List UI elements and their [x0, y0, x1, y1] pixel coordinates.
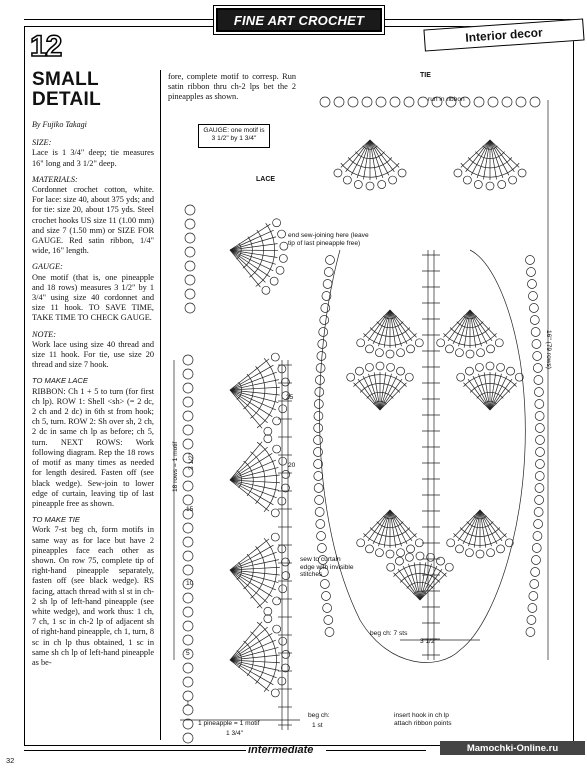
row-number-15: 15 — [186, 506, 194, 513]
header-rule-right — [382, 19, 574, 20]
watermark: Mamochki-Online.ru — [440, 741, 585, 755]
skill-level: intermediate — [248, 744, 314, 756]
lace-label: LACE — [256, 176, 276, 183]
size-section: SIZE: Lace is 1 3/4" deep; tie measures 16" long and 3 1/2" deep. — [32, 138, 154, 168]
beg-ch-label: beg ch: — [308, 712, 330, 719]
page-number: 32 — [6, 756, 15, 765]
pineapple-motif-label: 1 pineapple = 1 motif — [198, 720, 260, 727]
rows-per-motif-label: 18 rows = 1 motif — [172, 441, 179, 492]
lace-section: TO MAKE LACE RIBBON: Ch 1 + 5 to turn (for first ch lp). ROW 1: Shell <sh> (= 2 dc, 2 ch and 2 dc) in 6th st from hook; ch 5, turn. ROW 2: Sh over sh, 2 ch, 2 dc in same ch lp as before; ch 5, turn. NEXT ROWS: Work following diagram. Rep the 18 rows of motif as many times as needed for length desired. Fasten off (see black wedge). Sew-join to lower edge of curtain, leaving tip of last pineapple free as shown. — [32, 376, 154, 508]
lace-width-label: 1 3/4" — [226, 730, 244, 737]
section-label: Interior decor — [464, 25, 544, 45]
end-sew-label: end sew-joining here (leave tip of last pineapple free) — [288, 232, 369, 247]
row-number-5: 5 — [186, 650, 190, 657]
chart-strokes — [174, 97, 548, 743]
header-banner — [216, 8, 382, 32]
footer-rule-left — [24, 750, 246, 751]
row-number-20: 20 — [288, 462, 296, 469]
run-in-ribbon-label: run in ribbon — [428, 96, 465, 103]
tie-label: TIE — [420, 72, 431, 79]
motif-height-label: 3 1/2" — [188, 452, 195, 470]
byline: By Fujiko Takagi — [32, 120, 87, 129]
header-rule-left — [24, 19, 216, 20]
footer-rule-right — [326, 750, 426, 751]
banner-title: FINE ART CROCHET — [233, 12, 365, 28]
sew-curtain-label: sew to curtain edge with invisible stitches — [300, 556, 354, 579]
tie-width-label: 3 1/2" — [420, 638, 438, 645]
length-label: 16" (79 rows) — [545, 330, 552, 369]
gauge-box: GAUGE: one motif is 3 1/2" by 1 3/4" — [198, 124, 270, 148]
crochet-chart — [160, 60, 580, 750]
insert-hook-label: insert hook in ch lp attach ribbon points — [394, 712, 452, 727]
gauge-section: GAUGE: One motif (that is, one pineapple and 18 rows) measures 3 1/2" by 1 3/4" using size 40 cordonnet and size 11 hook. TO SAVE TIME, TAKE TIME TO CHECK GAUGE. — [32, 262, 154, 323]
pattern-number: 12 — [30, 30, 62, 63]
row-number-10: 10 — [186, 580, 194, 587]
note-section: NOTE: Work lace using size 40 thread and size 11 hook. For tie, use size 20 thread and size 7 hook. — [32, 329, 154, 370]
continued-text: fore, complete motif to corresp. Run satin ribbon thru ch-2 lps bet the 2 pineapples as shown. — [168, 72, 296, 102]
row-number-25: 25 — [286, 394, 294, 401]
beg-ch-7-label: beg ch: 7 sts — [370, 630, 408, 637]
tie-section: TO MAKE TIE Work 7-st beg ch, form motifs in same way as for lace but have 2 pineapples face each other as shown. On row 75, complete tip of right-hand pineapple separately, fasten off (see black wedge). RS facing, attach thread with sl st in ch-2 sh lp of left-hand pineapple (see white wedge), and work thus: 1 ch, 7 ch, 1 sc in ch-2 lp of adjacent sh of right-hand pineapple, ch 1, turn, 8 sc in ch lp thus obtained, 1 sc in same sh ch lp of left-hand pineapple as be- — [32, 515, 154, 667]
instructions-column — [32, 70, 154, 674]
one-st-label: 1 st — [312, 722, 323, 729]
row-number-1: 1 — [186, 700, 190, 707]
pattern-title: SMALL DETAIL — [32, 69, 101, 110]
materials-section: MATERIALS: Cordonnet crochet cotton, white. For lace: size 40, about 375 yds; and for tie: size 20, about 175 yds. Steel crochet hooks US size 11 (1.00 mm) and size 7 (1.50 mm) or SIZE FOR GAUGE. Red satin ribbon, 1/4" wide, 16" length. — [32, 174, 154, 256]
